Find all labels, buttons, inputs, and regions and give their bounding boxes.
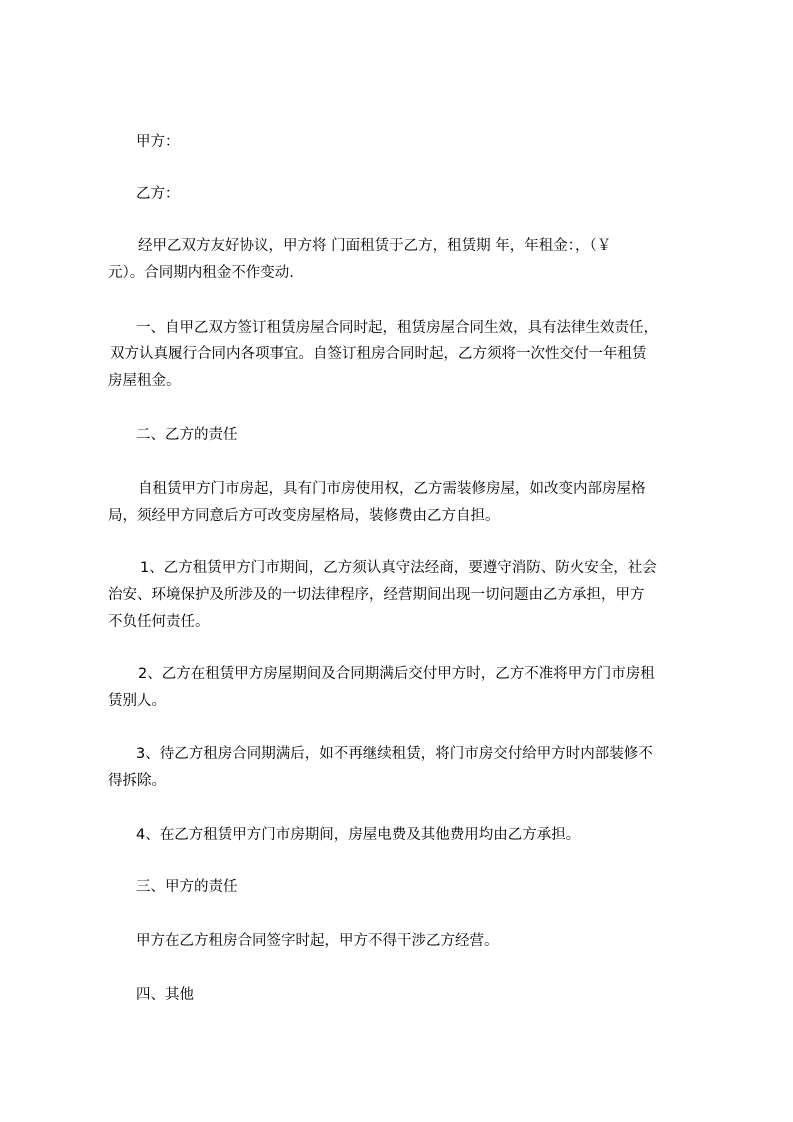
clause-1-line-1: 一、自甲乙双方签订租赁房屋合同时起，租赁房屋合同生效，具有法律生效责任， [136, 320, 658, 336]
party-a-label: 甲方： [136, 134, 180, 150]
party-b-label: 乙方： [136, 186, 180, 202]
clause-1-line-2: 双方认真履行合同内各项事宜。自签订租房合同时起，乙方须将一次性交付一年租赁 [110, 346, 647, 362]
section-3-body: 甲方在乙方租房合同签字时起，甲方不得干涉乙方经营。 [136, 933, 499, 949]
item-2-line-1: 2、乙方在租赁甲方房屋期间及合同期满后交付甲方时，乙方不准将甲方门市房租 [138, 666, 655, 682]
intro-line-1: 经甲乙双方友好协议，甲方将 门面租赁于乙方，租赁期 年，年租金：，（￥ [138, 238, 612, 254]
item-1-line-2: 治安、环境保护及所涉及的一切法律程序，经营期间出现一切问题由乙方承担，甲方 [108, 587, 645, 603]
section-4-heading: 四、其他 [136, 987, 194, 1003]
item-2-line-2: 赁别人。 [108, 693, 166, 709]
item-3-line-1: 3、待乙方租房合同期满后，如不再继续租赁，将门市房交付给甲方时内部装修不 [136, 746, 653, 762]
clause-1-line-3: 房屋租金。 [108, 373, 181, 389]
item-1-line-3: 不负任何责任。 [108, 614, 210, 630]
item-1-line-1: 1、乙方租赁甲方门市期间，乙方须认真守法经商，要遵守消防、防火安全，社会 [140, 560, 657, 576]
section-2-intro-line-1: 自租赁甲方门市房起，具有门市房使用权，乙方需装修房屋，如改变内部房屋格 [138, 481, 646, 497]
section-3-heading: 三、甲方的责任 [136, 879, 238, 895]
intro-line-2: 元）。合同期内租金不作变动. [108, 265, 294, 281]
section-2-intro-line-2: 局，须经甲方同意后方可改变房屋格局，装修费由乙方自担。 [108, 508, 500, 524]
item-4-paragraph: 4、在乙方租赁甲方门市房期间，房屋电费及其他费用均由乙方承担。 [136, 827, 581, 843]
section-2-heading: 二、乙方的责任 [136, 427, 238, 443]
item-3-line-2: 得拆除。 [108, 773, 166, 789]
